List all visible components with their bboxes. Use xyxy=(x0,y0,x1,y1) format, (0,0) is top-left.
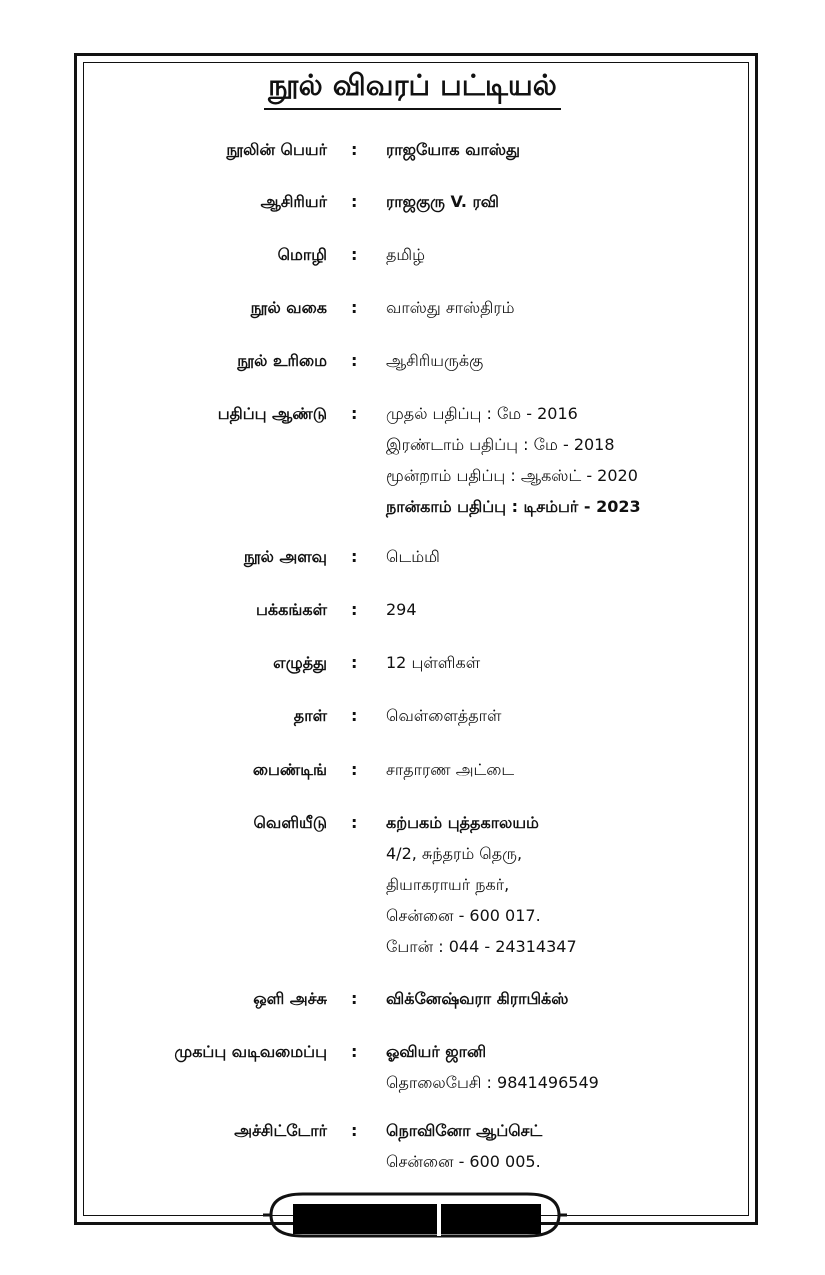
detail-label: நூல் வகை xyxy=(250,298,327,317)
detail-value-line: ராஜகுரு V. ரவி xyxy=(386,192,499,211)
detail-label: நூல் உரிமை xyxy=(237,351,327,370)
detail-value xyxy=(386,1115,542,1177)
colon-separator: : xyxy=(351,351,358,370)
detail-value xyxy=(386,345,483,376)
detail-label: ஆசிரியர் xyxy=(260,192,327,211)
detail-value-line: சென்னை - 600 017. xyxy=(386,906,541,925)
detail-value-line: தியாகராயர் நகர், xyxy=(386,875,510,894)
colon-separator: : xyxy=(351,404,358,423)
detail-value-line: மூன்றாம் பதிப்பு : ஆகஸ்ட் - 2020 xyxy=(386,466,638,485)
colon-separator: : xyxy=(351,760,358,779)
detail-value-line: நொவினோ ஆப்செட் xyxy=(386,1121,543,1140)
detail-value-line: ஓவியர் ஜானி xyxy=(386,1042,487,1061)
detail-value-line: விக்னேஷ்வரா கிராபிக்ஸ் xyxy=(386,989,569,1008)
detail-value-line: வாஸ்து சாஸ்திரம் xyxy=(386,298,515,317)
detail-value-line: தொலைபேசி : 9841496549 xyxy=(386,1073,599,1092)
detail-value xyxy=(386,292,514,323)
detail-label: ஒளி அச்சு xyxy=(253,989,327,1008)
detail-value xyxy=(386,134,520,165)
detail-value-line: ஆசிரியருக்கு xyxy=(386,351,484,370)
colon-separator: : xyxy=(351,1121,358,1140)
colon-separator: : xyxy=(351,245,358,264)
detail-value xyxy=(386,594,417,625)
detail-value-line: வெள்ளைத்தாள் xyxy=(386,706,502,725)
detail-value xyxy=(386,700,501,731)
colon-separator: : xyxy=(351,547,358,566)
detail-value-line: 4/2, சுந்தரம் தெரு, xyxy=(386,844,523,863)
detail-value-line: இரண்டாம் பதிப்பு : மே - 2018 xyxy=(386,435,615,454)
page-title xyxy=(0,68,825,110)
detail-value xyxy=(386,239,425,270)
detail-label: அச்சிட்டோர் xyxy=(234,1121,327,1140)
colon-separator: : xyxy=(351,706,358,725)
detail-value-line: டெம்மி xyxy=(386,547,440,566)
detail-label: வெளியீடு xyxy=(253,813,327,832)
detail-label: பைண்டிங் xyxy=(252,760,327,779)
footer-redaction xyxy=(293,1204,541,1234)
detail-value-line: தமிழ் xyxy=(386,245,426,264)
detail-label: எழுத்து xyxy=(273,653,327,672)
colon-separator: : xyxy=(351,192,358,211)
colon-separator: : xyxy=(351,989,358,1008)
detail-value xyxy=(386,807,577,962)
detail-value-line: ராஜயோக வாஸ்து xyxy=(386,140,520,159)
detail-value xyxy=(386,1036,599,1098)
detail-label: பக்கங்கள் xyxy=(255,600,327,619)
detail-value xyxy=(386,647,480,678)
colon-separator: : xyxy=(351,600,358,619)
detail-label: தாள் xyxy=(293,706,327,725)
detail-value xyxy=(386,186,499,217)
detail-value xyxy=(386,541,440,572)
page-title-text: நூல் விவரப் பட்டியல் xyxy=(264,68,561,110)
colon-separator: : xyxy=(351,653,358,672)
footer-ornament xyxy=(263,1186,567,1244)
detail-value-line: 12 புள்ளிகள் xyxy=(386,653,481,672)
colon-separator: : xyxy=(351,813,358,832)
detail-value-line: சாதாரண அட்டை xyxy=(386,760,515,779)
detail-label: பதிப்பு ஆண்டு xyxy=(217,404,327,423)
detail-value-line: முதல் பதிப்பு : மே - 2016 xyxy=(386,404,578,423)
detail-value-line: போன் : 044 - 24314347 xyxy=(386,937,577,956)
colon-separator: : xyxy=(351,298,358,317)
detail-label: நூலின் பெயர் xyxy=(226,140,327,159)
detail-label: மொழி xyxy=(277,245,327,264)
detail-label: முகப்பு வடிவமைப்பு xyxy=(174,1042,327,1061)
detail-value-line: 294 xyxy=(386,600,417,619)
detail-value-line: கற்பகம் புத்தகாலயம் xyxy=(386,813,539,832)
detail-value-line: நான்காம் பதிப்பு : டிசம்பர் - 2023 xyxy=(386,497,641,516)
detail-value xyxy=(386,754,514,785)
detail-label: நூல் அளவு xyxy=(243,547,327,566)
detail-value-line: சென்னை - 600 005. xyxy=(386,1152,541,1171)
detail-value xyxy=(386,398,641,522)
colon-separator: : xyxy=(351,1042,358,1061)
detail-value xyxy=(386,983,568,1014)
colon-separator: : xyxy=(351,140,358,159)
